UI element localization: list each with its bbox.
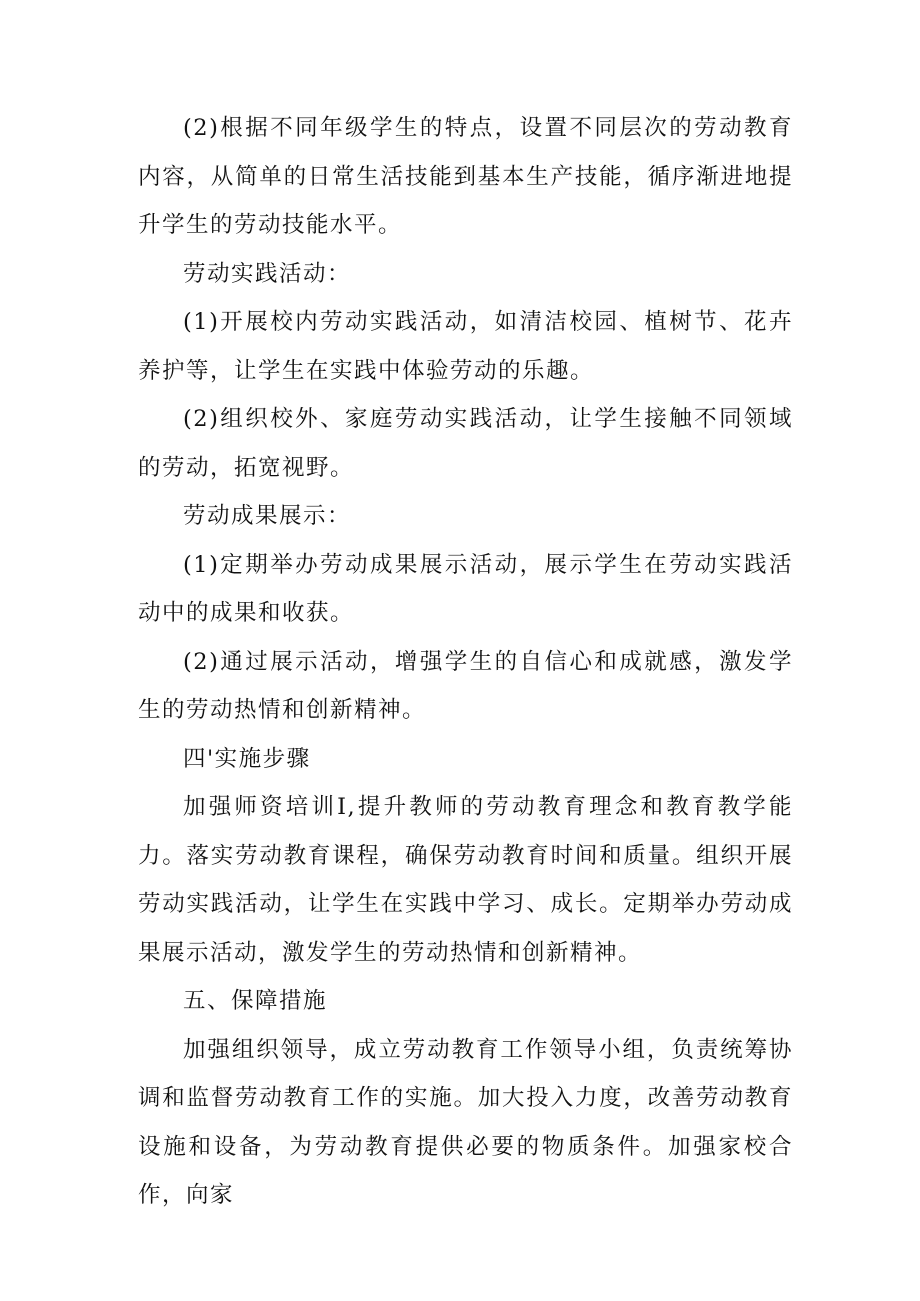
- heading-results-display: 劳动成果展示：: [183, 503, 352, 529]
- paragraph-campus-practice: (1)开展校内劳动实践活动，如清洁校园、植树节、花卉养护等，让学生在实践中体验劳动的乐趣。: [138, 309, 793, 384]
- document-body: [138, 104, 793, 1220]
- paragraph-implementation: 加强师资培训I,提升教师的劳动教育理念和教育教学能力。落实劳动教育课程，确保劳动教育时间和质量。组织开展劳动实践活动，让学生在实践中学习、成长。定期举办劳动成果展示活动，激发学生的劳动热情和创新精神。: [138, 794, 793, 966]
- paragraph-content-levels: (2)根据不同年级学生的特点，设置不同层次的劳动教育内容，从简单的日常生活技能到基本生产技能，循序渐进地提升学生的劳动技能水平。: [138, 115, 793, 238]
- paragraph-results-exhibition: (1)定期举办劳动成果展示活动，展示学生在劳动实践活动中的成果和收获。: [138, 551, 793, 626]
- heading-implementation-steps: 四'实施步骤: [183, 745, 311, 772]
- paragraph-confidence: (2)通过展示活动，增强学生的自信心和成就感，激发学生的劳动热情和创新精神。: [138, 648, 793, 723]
- heading-safeguards: 五、保障措施: [183, 988, 328, 1014]
- paragraph-offcampus-practice: (2)组织校外、家庭劳动实践活动，让学生接触不同领域的劳动，拓宽视野。: [138, 406, 793, 481]
- heading-labor-practice: 劳动实践活动：: [183, 260, 352, 287]
- paragraph-safeguards: 加强组织领导，成立劳动教育工作领导小组，负责统筹协调和监督劳动教育工作的实施。加大投入力度，改善劳动教育设施和设备，为劳动教育提供必要的物质条件。加强家校合作，向家: [138, 1036, 793, 1208]
